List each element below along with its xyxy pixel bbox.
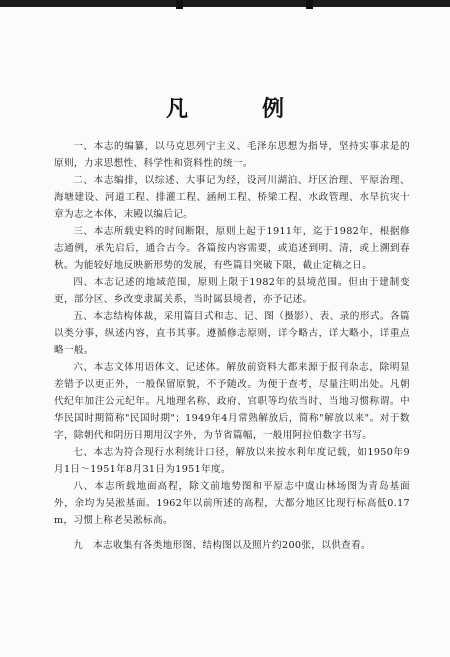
document-body: [54, 138, 410, 554]
paragraph-4: 四、本志记述的地域范围，原则上限于1982年的县境范围。但由于建制变更，部分区、乡改变隶属关系，当时属县境者，亦予记述。: [54, 277, 410, 305]
paragraph-1: 一、本志的编纂，以马克思列宁主义、毛泽东思想为指导，坚持实事求是的原则，力求思想性、科学性和资料性的统一。: [54, 141, 410, 169]
paragraph-6: 六、本志文体用语体文、记述体。解放前资料大都来源于报刊杂志，除明显差错予以更正外，一般保留原貌，不予随改。为便于查考，尽量注明出处。凡朝代纪年加注公元纪年。凡地理名称、政府、官职等均依当时、当地习惯称谓。中华民国时期简称"民国时期"；1949年4月常熟解放后，简称"解放以来"。对于数字，除朝代和阴历日期用汉字外，为节省篇幅，一般用阿拉伯数字书写。: [54, 362, 410, 441]
paragraph-8: 八、本志所载地面高程，除文前地势图和平原志中虞山林场图为青岛基面外，余均为吴淞基面。1962年以前所述的高程，大都分地区比现行标高低0.17m，习惯上称老吴淞标高。: [54, 481, 410, 526]
page-title: 凡 例: [165, 97, 310, 122]
paragraph-5: 五、本志结构体裁，采用篇目式和志、记、图（摄影）、表、录的形式。各篇以类分事，纵述内容，直书其事。遵循修志原则，详今略古，详大略小，详重点略一般。: [54, 311, 410, 356]
scan-mark: [176, 0, 183, 9]
paragraph-3: 三、本志所载史料的时间断限，原则上起于1911年，迄于1982年，根据修志通例，承先启后，通合古今。各篇按内容需要，或追述到明、清，或上溯到春秋。为能较好地反映新形势的发展，有些篇目突破下限，截止定稿之日。: [54, 226, 410, 271]
paragraph-7: 七、本志为符合现行水利统计口径，解放以来按水利年度记载，如1950年9月1日～1951年8月31日为1951年度。: [54, 447, 410, 475]
scan-mark: [306, 0, 313, 9]
paragraph-2: 二、本志编排，以综述、大事记为经，设河川湖泊、圩区治理、平原治理、海塘建设、河道工程、排灌工程、涵闸工程、桥梁工程、水政管理、水旱抗灾十章为志之本体，末殿以编后记。: [54, 175, 410, 220]
paragraph-9: 九 本志收集有各类地形图、结构图以及照片约200张，以供查看。: [73, 540, 371, 551]
scan-top-border: [0, 0, 450, 7]
